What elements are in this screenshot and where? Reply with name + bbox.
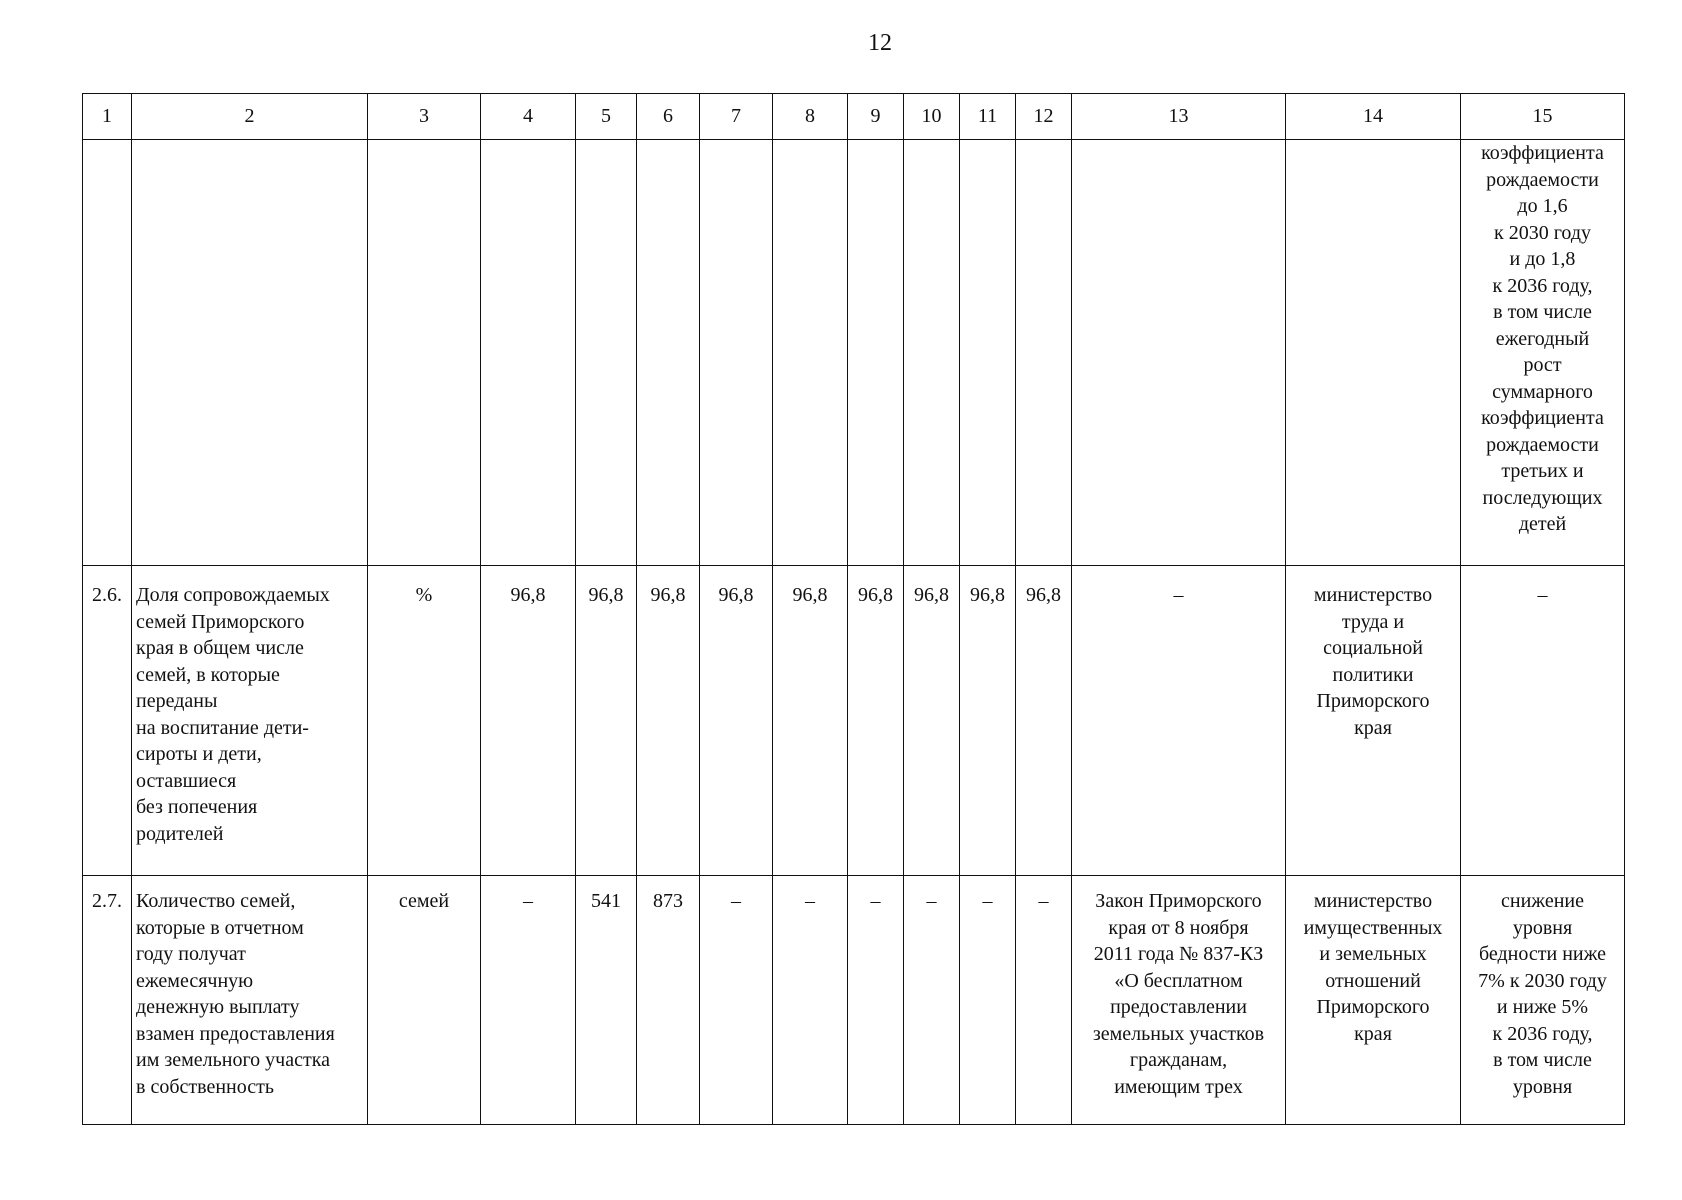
value-cell: 96,8 [700, 566, 773, 876]
value-cell: 541 [576, 876, 637, 1125]
column-header: 10 [904, 94, 960, 140]
value-cell: 96,8 [773, 566, 848, 876]
row-number-cell: 2.7. [83, 876, 132, 1125]
column-header: 14 [1286, 94, 1461, 140]
value-cell: 96,8 [637, 566, 700, 876]
value-cell: 96,8 [1016, 566, 1072, 876]
column-header: 9 [848, 94, 904, 140]
goal-text-cell: – [1461, 566, 1625, 876]
column-header: 15 [1461, 94, 1625, 140]
column-header: 6 [637, 94, 700, 140]
value-cell: – [960, 876, 1016, 1125]
column-header: 1 [83, 94, 132, 140]
legal-basis-cell: Закон Приморского края от 8 ноября 2011 года № 837-КЗ «О бесплатном предоставлении земельных участков гражданам, имеющим трех [1072, 876, 1286, 1125]
legal-basis-cell: – [1072, 566, 1286, 876]
table-row-2-6 [83, 566, 1625, 876]
goal-text-cell: коэффициента рождаемости до 1,6 к 2030 году и до 1,8 к 2036 году, в том числе ежегодный рост суммарного коэффициента рождаемости третьих и последующих детей [1461, 140, 1625, 566]
value-cell: – [904, 876, 960, 1125]
column-header: 5 [576, 94, 637, 140]
indicator-name-cell: Количество семей, которые в отчетном году получат ежемесячную денежную выплату взамен предоставления им земельного участка в собственность [132, 876, 368, 1125]
column-header: 12 [1016, 94, 1072, 140]
value-cell: 96,8 [576, 566, 637, 876]
column-header: 8 [773, 94, 848, 140]
row-number-cell: 2.6. [83, 566, 132, 876]
table-cell [700, 140, 773, 566]
table-cell [481, 140, 576, 566]
column-number-header-row [83, 94, 1625, 140]
unit-cell: семей [368, 876, 481, 1125]
value-cell: – [848, 876, 904, 1125]
value-cell: 96,8 [848, 566, 904, 876]
table-cell [83, 140, 132, 566]
column-header: 4 [481, 94, 576, 140]
responsible-body-cell: министерство труда и социальной политики Приморского края [1286, 566, 1461, 876]
table-cell [132, 140, 368, 566]
table-cell [773, 140, 848, 566]
value-cell: – [1016, 876, 1072, 1125]
responsible-body-cell: министерство имущественных и земельных отношений Приморского края [1286, 876, 1461, 1125]
indicator-name-cell: Доля сопровождаемых семей Приморского края в общем числе семей, в которые переданы на воспитание дети- сироты и дети, оставшиеся без попечения родителей [132, 566, 368, 876]
table-cell [904, 140, 960, 566]
value-cell: 96,8 [960, 566, 1016, 876]
table-row-2-7 [83, 876, 1625, 1125]
unit-cell: % [368, 566, 481, 876]
column-header: 7 [700, 94, 773, 140]
indicators-table [82, 93, 1625, 1125]
value-cell: 96,8 [481, 566, 576, 876]
value-cell: – [700, 876, 773, 1125]
table-cell [960, 140, 1016, 566]
value-cell: 96,8 [904, 566, 960, 876]
goal-text-cell: снижение уровня бедности ниже 7% к 2030 году и ниже 5% к 2036 году, в том числе уровня [1461, 876, 1625, 1125]
table-cell [576, 140, 637, 566]
column-header: 13 [1072, 94, 1286, 140]
value-cell: – [773, 876, 848, 1125]
table-cell [637, 140, 700, 566]
table-cell [368, 140, 481, 566]
table-cell [1286, 140, 1461, 566]
value-cell: – [481, 876, 576, 1125]
table-row-continuation [83, 140, 1625, 566]
table-cell [848, 140, 904, 566]
column-header: 2 [132, 94, 368, 140]
value-cell: 873 [637, 876, 700, 1125]
table-cell [1072, 140, 1286, 566]
page-number: 12 [868, 30, 892, 56]
column-header: 11 [960, 94, 1016, 140]
table-cell [1016, 140, 1072, 566]
column-header: 3 [368, 94, 481, 140]
